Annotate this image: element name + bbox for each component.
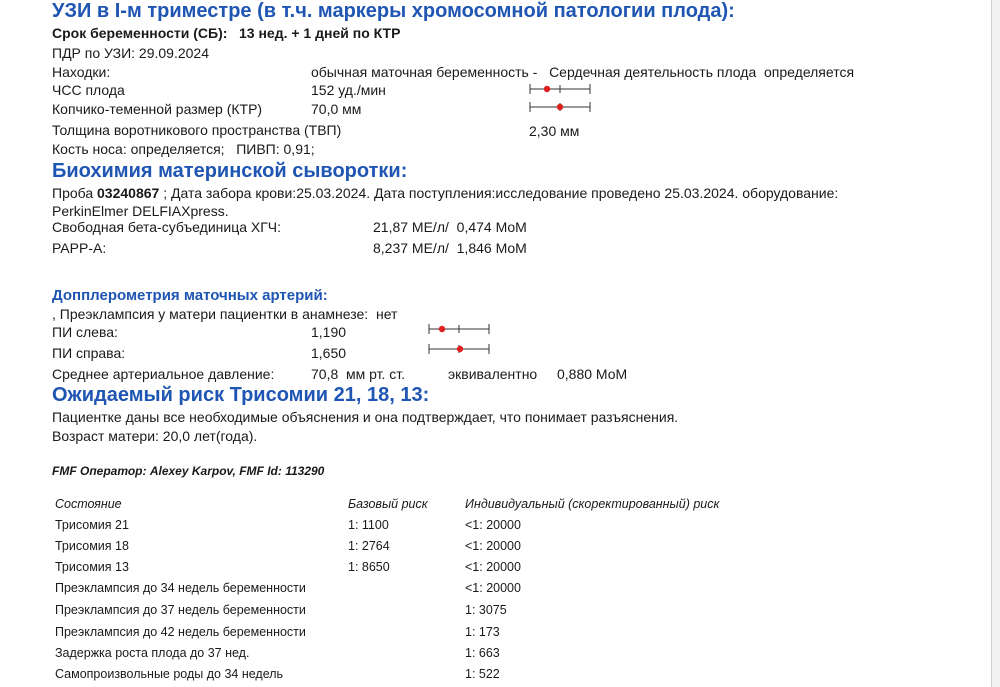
findings-label: Находки: (52, 64, 111, 80)
equivalent-value: 0,880 МоМ (557, 366, 628, 382)
pi-left-range-marker (427, 322, 491, 336)
gestational-age-value: 13 нед. + 1 дней по КТР (239, 25, 401, 41)
table-row-condition: Трисомия 13 (55, 560, 129, 574)
table-header-base-risk: Базовый риск (348, 497, 428, 511)
nt-value: 2,30 мм (529, 123, 580, 139)
fmf-operator: FMF Оператор: Alexey Karpov, FMF Id: 113290 (52, 464, 325, 478)
equivalent-label: эквивалентно (448, 366, 538, 382)
table-row-individual-risk: <1: 20000 (465, 581, 521, 595)
table-header-condition: Состояние (55, 497, 122, 511)
table-row-base-risk: 1: 8650 (348, 560, 390, 574)
table-row-base-risk: 1: 2764 (348, 539, 390, 553)
ultrasound-title: УЗИ в I-м триместре (в т.ч. маркеры хромосомной патологии плода): (52, 0, 735, 22)
table-row-condition: Преэклампсия до 37 недель беременности (55, 603, 306, 617)
pi-right-range-marker (427, 342, 491, 356)
table-row-condition: Трисомия 18 (55, 539, 129, 553)
hcg-label: Свободная бета-субъединица ХГЧ: (52, 219, 282, 235)
nt-label: Толщина воротникового пространства (ТВП) (52, 122, 342, 138)
table-row-individual-risk: <1: 20000 (465, 518, 521, 532)
map-label: Среднее артериальное давление: (52, 366, 275, 382)
pi-left-label: ПИ слева: (52, 324, 118, 340)
page-edge (991, 0, 1000, 687)
table-row-condition: Самопроизвольные роды до 34 недель (55, 667, 284, 681)
table-row-individual-risk: 1: 173 (465, 625, 500, 639)
table-row-condition: Преэклампсия до 42 недель беременности (55, 625, 306, 639)
papp-value: 8,237 МЕ/л/ 1,846 МоМ (373, 240, 527, 256)
crl-value: 70,0 мм (311, 101, 362, 117)
table-row-individual-risk: 1: 663 (465, 646, 500, 660)
heart-rate-value: 152 уд./мин (311, 82, 386, 98)
edd-text: ПДР по УЗИ: 29.09.2024 (52, 45, 209, 61)
nasal-bone-text: Кость носа: определяется; ПИВП: 0,91; (52, 141, 315, 157)
doppler-title: Допплерометрия маточных артерий: (52, 287, 328, 304)
crl-range-marker (528, 100, 592, 114)
risk-title: Ожидаемый риск Трисомии 21, 18, 13: (52, 384, 430, 406)
heart-rate-range-marker (528, 82, 592, 96)
table-row-individual-risk: <1: 20000 (465, 560, 521, 574)
pi-left-value: 1,190 (311, 324, 347, 340)
pi-right-label: ПИ справа: (52, 345, 126, 361)
table-row-individual-risk: 1: 3075 (465, 603, 507, 617)
table-header-individual-risk: Индивидуальный (скоректированный) риск (465, 497, 720, 511)
table-row-individual-risk: 1: 522 (465, 667, 500, 681)
table-row-condition: Преэклампсия до 34 недель беременности (55, 581, 306, 595)
gestational-age-label: Срок беременности (СБ): (52, 25, 228, 41)
sample-prefix: Проба (52, 185, 98, 201)
crl-label: Копчико-теменной размер (КТР) (52, 101, 263, 117)
hcg-value: 21,87 МЕ/л/ 0,474 МоМ (373, 219, 527, 235)
findings-value: обычная маточная беременность - Сердечная деятельность плода определяется (311, 64, 855, 80)
heart-rate-label: ЧСС плода (52, 82, 125, 98)
explanation-text: Пациентке даны все необходимые объяснения и она подтверждает, что понимает разъяснения. (52, 409, 679, 425)
sample-line (52, 185, 838, 201)
equipment-text: PerkinElmer DELFIAXpress. (52, 203, 229, 219)
pi-right-value: 1,650 (311, 345, 347, 361)
sample-details: ; Дата забора крови:25.03.2024. Дата поступления:исследование проведено 25.03.2024. оборудование: (159, 185, 839, 201)
biochem-title: Биохимия материнской сыворотки: (52, 160, 408, 182)
table-row-base-risk: 1: 1100 (348, 518, 389, 532)
table-row-individual-risk: <1: 20000 (465, 539, 521, 553)
preeclampsia-history: , Преэклампсия у матери пациентки в анамнезе: нет (52, 306, 398, 322)
papp-label: PAPP-A: (52, 240, 107, 256)
table-row-condition: Задержка роста плода до 37 нед. (55, 646, 250, 660)
sample-id: 03240867 (97, 185, 160, 201)
maternal-age-text: Возраст матери: 20,0 лет(года). (52, 428, 258, 444)
map-value: 70,8 мм рт. ст. (311, 366, 406, 382)
table-row-condition: Трисомия 21 (55, 518, 129, 532)
